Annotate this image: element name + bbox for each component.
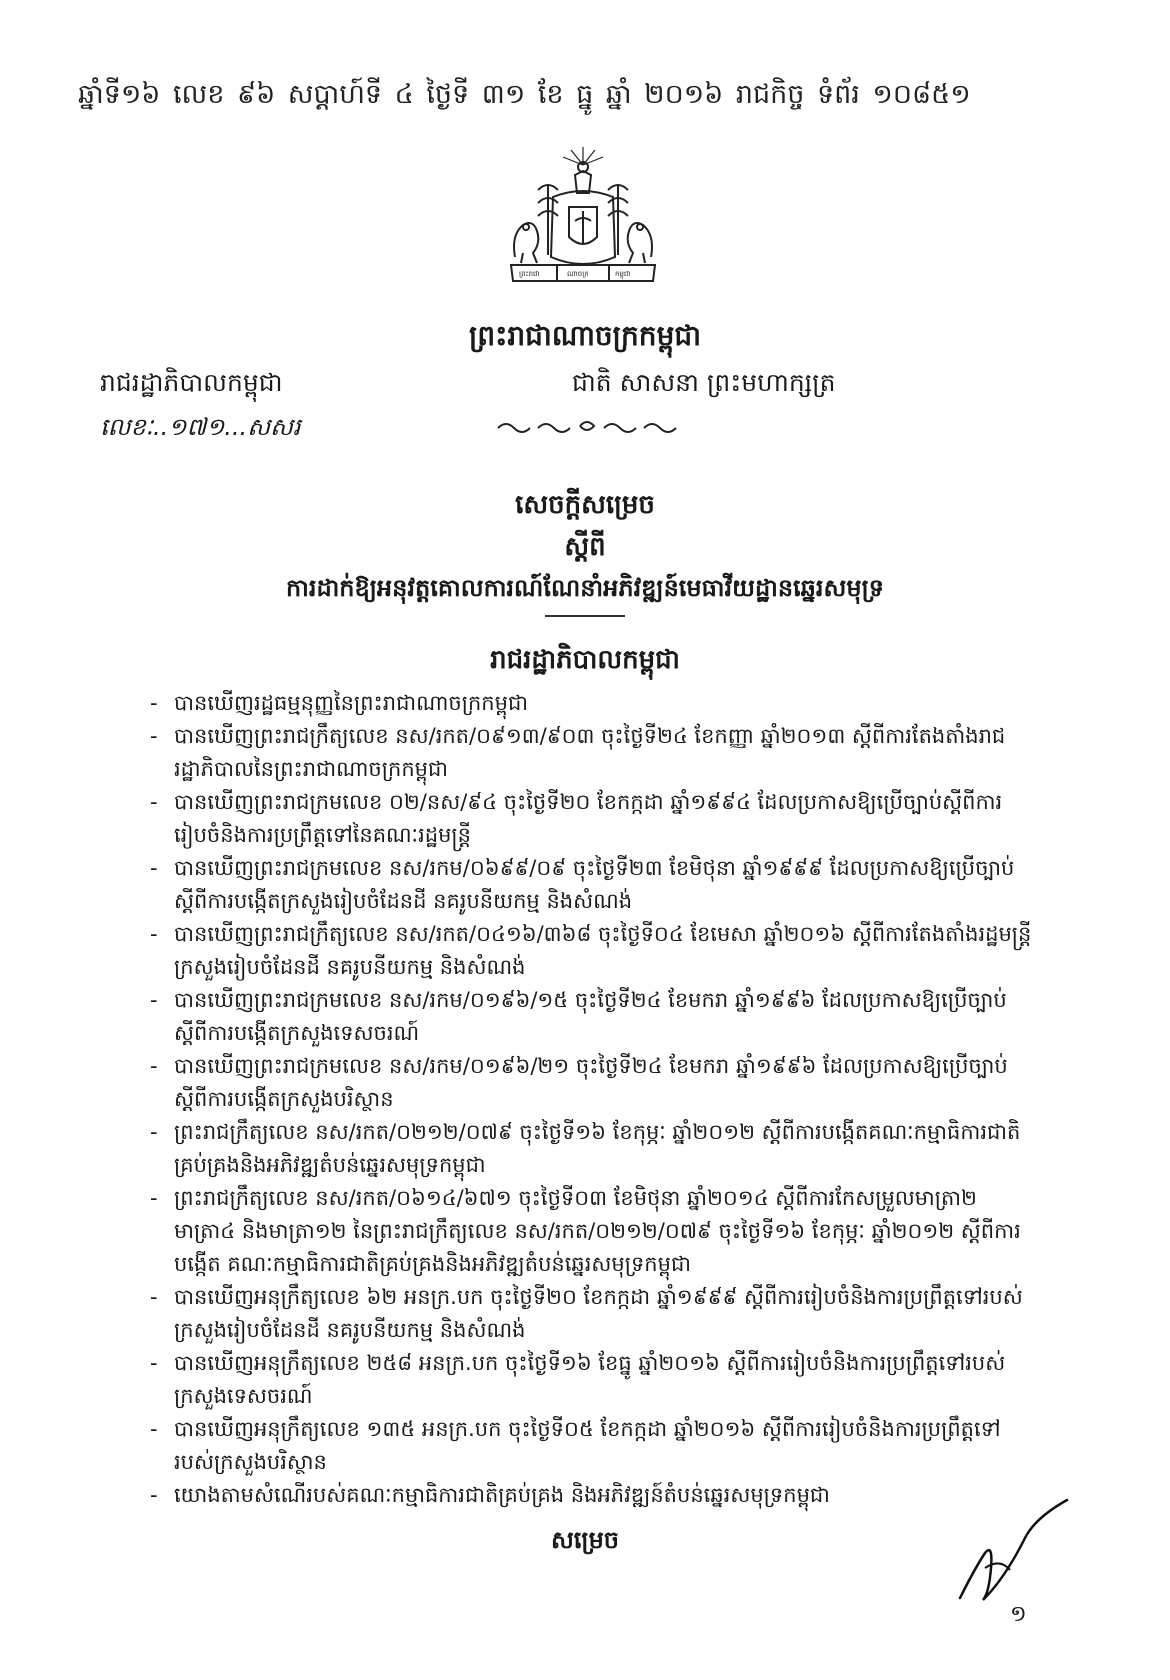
kingdom-title: ព្រះរាជាណាចក្រកម្ពុជា (468, 319, 701, 352)
svg-text:ព្រះរាជា: ព្រះរាជា (519, 270, 540, 278)
svg-text:កម្ពុជា: កម្ពុជា (615, 270, 631, 278)
document-type: សេចក្តីសម្រេច (515, 490, 655, 520)
recital-item: - បានឃើញព្រះរាជក្រមលេខ នស/រកម/០១៩៦/១៥ ចុះថ្ងៃទី២៤ ខែមករា ឆ្នាំ១៩៩៦ ដែលប្រកាសឱ្យប្រើច្បាប់ស្តីពីការបង្កើតក្រសួងទេសចរណ៍ (150, 984, 1038, 1050)
royal-coat-of-arms-icon (493, 145, 673, 295)
recitals-list (150, 687, 1038, 1512)
issuing-body: រាជរដ្ឋាភិបាលកម្ពុជា (100, 368, 283, 397)
recital-item: - ព្រះរាជក្រឹត្យលេខ នស/រកត/០២១២/០៧៩ ចុះថ្ងៃទី១៦ ខែកុម្ភៈ ឆ្នាំ២០១២ ស្តីពីការបង្កើតគណៈកម្មាធិការជាតិគ្រប់គ្រងនិងអភិវឌ្ឍតំបន់ឆ្នេរសមុទ្រកម្ពុជា (150, 1116, 1038, 1182)
recital-item: - បានឃើញរដ្ឋធម្មនុញ្ញនៃព្រះរាជាណាចក្រកម្ពុជា (150, 687, 1038, 720)
gazette-header: ឆ្នាំទី១៦ លេខ ៩៦ សប្ដាហ៍ទី ៤ ថ្ងៃទី ៣១ ខែ ធ្នូ ឆ្នាំ ២០១៦ រាជកិច្ច ទំព័រ ១០៨៥១ (78, 79, 971, 110)
recital-item: - បានឃើញអនុក្រឹត្យលេខ ២៥៨ អនក្រ.បក ចុះថ្ងៃទី១៦ ខែធ្នូ ឆ្នាំ២០១៦ ស្តីពីការរៀបចំនិងការប្រព្រឹត្តទៅរបស់ក្រសួងទេសចរណ៍ (150, 1347, 1038, 1413)
subject-prefix: ស្តីពី (564, 532, 606, 562)
signature-mark (955, 1498, 1075, 1608)
page-number: ១ (1010, 1602, 1027, 1627)
title-divider (545, 615, 625, 617)
decision-heading: សម្រេច (550, 1526, 620, 1554)
recital-item: - បានឃើញអនុក្រឹត្យលេខ ៦២ អនក្រ.បក ចុះថ្ងៃទី២០ ខែកក្កដា ឆ្នាំ១៩៩៩ ស្តីពីការរៀបចំនិងការប្រព្រឹត្តទៅរបស់ក្រសួងរៀបចំដែនដី នគរូបនីយកម្ម និងសំណង់ (150, 1281, 1038, 1347)
issuer-heading: រាជរដ្ឋាភិបាលកម្ពុជា (490, 645, 680, 675)
recital-item: - បានឃើញអនុក្រឹត្យលេខ ១៣៥ អនក្រ.បក ចុះថ្ងៃទី០៥ ខែកក្កដា ឆ្នាំ២០១៦ ស្តីពីការរៀបចំនិងការប្រព្រឹត្តទៅរបស់ក្រសួងបរិស្ថាន (150, 1413, 1038, 1479)
recital-item: - ព្រះរាជក្រឹត្យលេខ នស/រកត/០៦១៤/៦៧១ ចុះថ្ងៃទី០៣ ខែមិថុនា ឆ្នាំ២០១៤ ស្តីពីការកែសម្រួលមាត្រា២ មាត្រា៤ និងមាត្រា១២ នៃព្រះរាជក្រឹត្យលេខ នស/រកត/០២១២/០៧៩ ចុះថ្ងៃទី១៦ ខែកុម្ភៈ ឆ្នាំ២០១២ ស្តីពីការបង្កើត គណៈកម្មាធិការជាតិគ្រប់គ្រងនិងអភិវឌ្ឍតំបន់ឆ្នេរសមុទ្រកម្ពុជា (150, 1182, 1038, 1281)
document-subject: ការដាក់ឱ្យអនុវត្តគោលការណ៍ណែនាំអភិវឌ្ឍន៍មេធាវីយដ្ឋានឆ្នេរសមុទ្រ (285, 574, 884, 602)
recital-item: - បានឃើញព្រះរាជក្រឹត្យលេខ នស/រកត/០៩១៣/៩០៣ ចុះថ្ងៃទី២៤ ខែកញ្ញា ឆ្នាំ២០១៣ ស្តីពីការតែងតាំងរាជរដ្ឋាភិបាលនៃព្រះរាជាណាចក្រកម្ពុជា (150, 720, 1038, 786)
recital-item: - យោងតាមសំណើរបស់គណៈកម្មាធិការជាតិគ្រប់គ្រង និងអភិវឌ្ឍន៍តំបន់ឆ្នេរសមុទ្រកម្ពុជា (150, 1479, 1038, 1512)
recital-item: - បានឃើញព្រះរាជក្រមលេខ នស/រកម/០១៩៦/២១ ចុះថ្ងៃទី២៤ ខែមករា ឆ្នាំ១៩៩៦ ដែលប្រកាសឱ្យប្រើច្បាប់ស្តីពីការបង្កើតក្រសួងបរិស្ថាន (150, 1050, 1038, 1116)
national-motto: ជាតិ សាសនា ព្រះមហាក្សត្រ (572, 368, 836, 397)
document-number: លេខៈ..១៧១...សសរ (100, 413, 301, 441)
recital-item: - បានឃើញព្រះរាជក្រឹត្យលេខ នស/រកត/០៤១៦/៣៦៨ ចុះថ្ងៃទី០៤ ខែមេសា ឆ្នាំ២០១៦ ស្តីពីការតែងតាំងរដ្ឋមន្ត្រីក្រសួងរៀបចំដែនដី នគរូបនីយកម្ម និងសំណង់ (150, 918, 1038, 984)
ornament-divider (492, 416, 682, 438)
recital-item: - បានឃើញព្រះរាជក្រមលេខ នស/រកម/០៦៩៩/០៩ ចុះថ្ងៃទី២៣ ខែមិថុនា ឆ្នាំ១៩៩៩ ដែលប្រកាសឱ្យប្រើច្បាប់ស្តីពីការបង្កើតក្រសួងរៀបចំដែនដី នគរូបនីយកម្ម និងសំណង់ (150, 852, 1038, 918)
recital-item: - បានឃើញព្រះរាជក្រមលេខ ០២/នស/៩៤ ចុះថ្ងៃទី២០ ខែកក្កដា ឆ្នាំ១៩៩៤ ដែលប្រកាសឱ្យប្រើច្បាប់ស្តីពីការរៀបចំនិងការប្រព្រឹត្តទៅនៃគណៈរដ្ឋមន្ត្រី (150, 786, 1038, 852)
svg-text:ណាចក្រ: ណាចក្រ (567, 270, 589, 278)
